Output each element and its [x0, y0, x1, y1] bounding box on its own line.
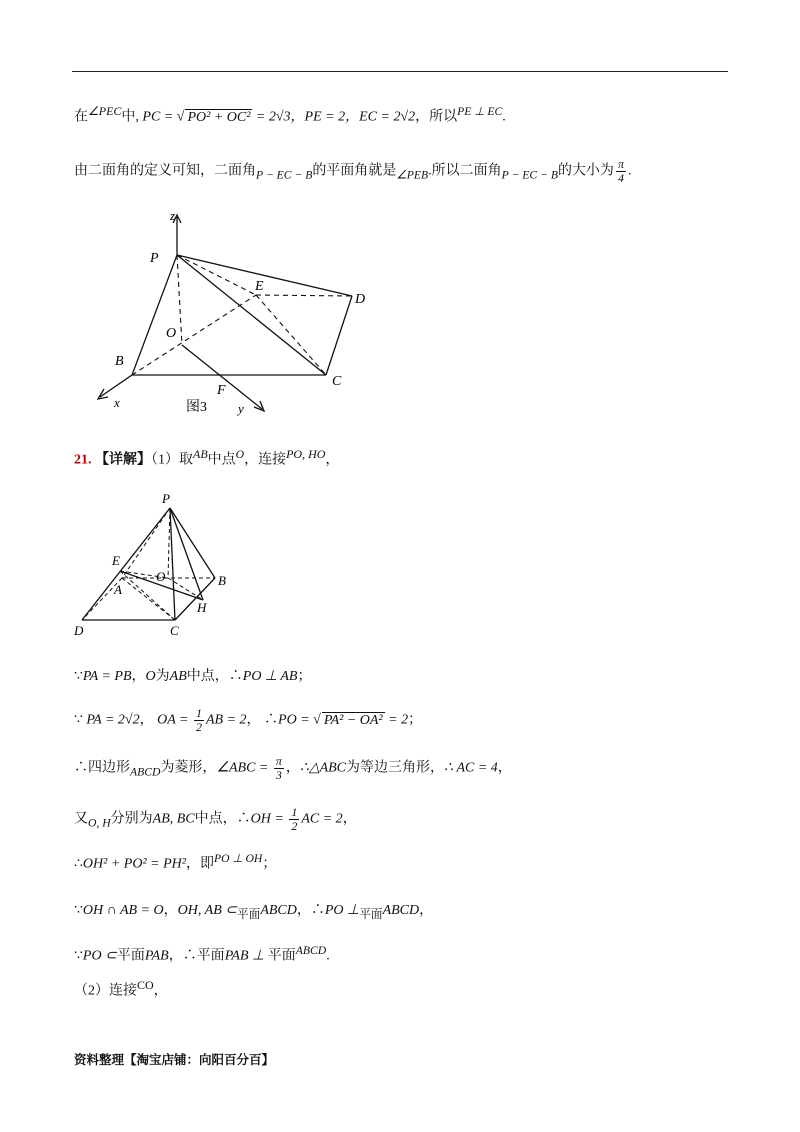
formula: PA = PB	[82, 669, 132, 684]
edge-cd	[326, 296, 352, 375]
formula-po-subset: PO ⊂	[82, 948, 117, 964]
text: .	[627, 163, 632, 179]
edge-ph	[170, 508, 203, 600]
step-2: ∵ PA = 2√2， OA = $\frac{1}{2}$ AB = 2， ∴PO = √ PA² − OA² = 2；	[74, 706, 423, 734]
formula-triangle-abc: ∴△ABC	[299, 760, 347, 776]
therefore-symbol: ∴	[74, 856, 83, 872]
therefore-symbol: ∴	[182, 948, 197, 964]
formula-ab: AB = 2	[205, 712, 247, 728]
edge-be	[132, 295, 256, 375]
edge-po	[177, 255, 182, 345]
step-6: ∵OH ∩ AB = O，OH, AB $\subset_{平面}ABCD$，∴PO $\perp_{平面}ABCD$，	[74, 903, 434, 921]
q21-heading	[74, 447, 339, 469]
step-7: ∵PO ⊂平面PAB，∴平面PAB ⊥ 平面$^{ABCD}$.	[74, 944, 330, 964]
edge-po	[168, 508, 170, 578]
edge-pd	[82, 508, 170, 620]
text: 中点	[207, 452, 236, 468]
text: .所以二面角	[428, 163, 502, 179]
formula-ab: AB	[193, 447, 208, 461]
formula-pc-value: = 2√3	[252, 109, 291, 125]
text: .	[502, 109, 506, 125]
figure-pyramid	[70, 488, 240, 640]
edge-pb	[170, 508, 215, 578]
formula-pa: PA = 2√2	[86, 712, 140, 728]
text: 由二面角的定义可知，二面角	[74, 163, 256, 179]
formula-perp: PE ⊥ EC	[457, 105, 503, 118]
edge-pa	[122, 508, 170, 578]
formula-abcd: ABCD	[295, 944, 327, 957]
formula-ac: AC = 2	[301, 811, 343, 827]
formula-pythagoras: OH² + PO² = PH²	[82, 856, 186, 872]
x-arrow	[98, 389, 108, 399]
formula-o: O	[235, 448, 245, 461]
label-p: P	[162, 491, 170, 506]
label-a: A	[114, 582, 122, 597]
formula-co: CO	[137, 978, 154, 992]
text: ，连接	[244, 452, 287, 468]
formula-ab: AB	[169, 669, 187, 684]
text: ，所以	[415, 109, 458, 125]
text-line-2	[74, 158, 631, 185]
fraction-pi-over-4: $\frac{\pi}{4}$	[617, 157, 624, 185]
text: 的平面角就是	[312, 163, 397, 179]
edge-pc	[170, 508, 175, 620]
sqrt-radicand: PA² − OA²	[323, 712, 383, 728]
formula-dihedral: P − EC − B	[501, 168, 558, 182]
therefore-symbol: ∴	[228, 669, 243, 684]
text: 在	[74, 109, 88, 125]
formula-abcd: ABCD	[260, 903, 297, 918]
text: （1）取	[151, 452, 193, 468]
sqrt-radicand: PO² + OC²	[187, 109, 251, 125]
edge-ed	[256, 295, 352, 296]
formula-po-perp-oh: PO ⊥ OH	[213, 852, 263, 865]
label-x: x	[114, 395, 120, 410]
formula-pab: PAB	[224, 948, 249, 964]
formula-value: = 2	[384, 712, 409, 728]
text: 中,	[121, 109, 139, 125]
label-o: O	[166, 326, 177, 341]
step-4: 又$_{O, H}$分别为AB, BC中点，∴OH = $\frac{1}{2}$ AC = 2，	[74, 805, 357, 833]
step-1: ∵PA = PB，O为AB中点，∴PO ⊥ AB；	[74, 669, 312, 684]
formula-po-ho: PO, HO	[286, 447, 326, 461]
step-5: ∴OH² + PO² = PH²，即$^{PO \perp OH}$；	[74, 852, 277, 872]
figure-caption: 图3	[186, 400, 207, 415]
edge-ec	[256, 295, 326, 375]
formula-angle-abc: ∠ABC =	[216, 760, 272, 776]
formula-intersection: OH ∩ AB = O	[82, 903, 164, 918]
formula-ec: EC = 2√2	[359, 109, 416, 125]
label-p: P	[150, 251, 159, 266]
formula-oa: OA =	[157, 712, 192, 728]
label-o: O	[156, 569, 166, 584]
formula-pc: PC =	[142, 109, 177, 125]
text: （2）连接	[74, 983, 137, 999]
formula-subset: OH, AB ⊂	[177, 903, 237, 918]
label-b: B	[218, 573, 226, 588]
detail-tag: 【详解】	[95, 452, 151, 468]
therefore-symbol: ∴	[74, 760, 88, 776]
text-plane: 平面	[359, 907, 383, 921]
label-b: B	[115, 354, 124, 369]
fraction-pi-over-3: $\frac{\pi}{3}$	[275, 754, 282, 782]
formula-ab-bc: AB, BC	[152, 811, 195, 827]
formula-po-perp: PO ⊥	[324, 903, 360, 918]
formula-ac: ∴ AC = 4	[444, 760, 498, 776]
edge-ac	[122, 578, 175, 620]
therefore-symbol: ∴	[236, 811, 251, 827]
label-y: y	[238, 401, 244, 416]
formula-result: PO ⊥ AB	[242, 669, 298, 684]
text: ，	[325, 452, 340, 468]
formula-pab: PAB	[144, 948, 169, 964]
therefore-symbol: ∴	[264, 712, 279, 728]
step-3: ∴四边形$_{ABCD}$为菱形，∠ABC = $\frac{\pi}{3}$ ，∴△ABC为等边三角形，∴ AC = 4，	[74, 754, 512, 782]
edge-pe	[177, 255, 256, 295]
text: 的大小为	[557, 163, 614, 179]
label-f: F	[217, 383, 226, 398]
formula-oh: O, H	[88, 816, 111, 830]
fraction-half: $\frac{1}{2}$	[291, 805, 298, 833]
therefore-symbol: ∴	[310, 903, 325, 918]
label-d: D	[74, 623, 84, 638]
question-number: 21.	[74, 452, 92, 468]
step-8: （2）连接$^{CO}$，	[74, 978, 168, 999]
figure-3	[90, 205, 390, 420]
because-symbol: ∵	[74, 712, 83, 728]
label-c: C	[170, 623, 179, 638]
edge-pb	[132, 255, 177, 375]
because-symbol: ∵	[74, 669, 83, 684]
label-z: z	[170, 208, 176, 223]
formula-po: PO =	[278, 712, 314, 728]
angle-pec: ∠PEC	[88, 104, 122, 118]
because-symbol: ∵	[74, 903, 83, 918]
label-d: D	[355, 292, 366, 307]
formula-abcd: ABCD	[382, 903, 420, 918]
header-rule	[72, 71, 728, 72]
footer-source: 资料整理【淘宝店铺：向阳百分百】	[74, 1052, 275, 1067]
formula-dihedral: P − EC − B	[256, 168, 313, 182]
text-line-1: 在$^{\angle PEC}$中, PC = √ PO² + OC² = 2√3，PE = 2，EC = 2√2，所以$^{PE \perp EC}$.	[74, 104, 506, 125]
formula-oh-eq: OH =	[250, 811, 288, 827]
fraction-half: $\frac{1}{2}$	[195, 706, 202, 734]
label-e: E	[112, 553, 120, 568]
x-axis	[100, 375, 132, 397]
text-plane: 平面	[236, 907, 261, 921]
formula-o: O	[145, 669, 156, 684]
formula-abcd: ABCD	[130, 765, 161, 779]
label-c: C	[332, 374, 342, 389]
edge-cb	[175, 578, 215, 620]
label-h: H	[197, 600, 207, 615]
formula-pe: ，PE = 2，	[290, 109, 360, 125]
formula-angle-peb: ∠PEB	[396, 168, 429, 182]
because-symbol: ∵	[74, 948, 83, 964]
label-e: E	[255, 279, 264, 294]
